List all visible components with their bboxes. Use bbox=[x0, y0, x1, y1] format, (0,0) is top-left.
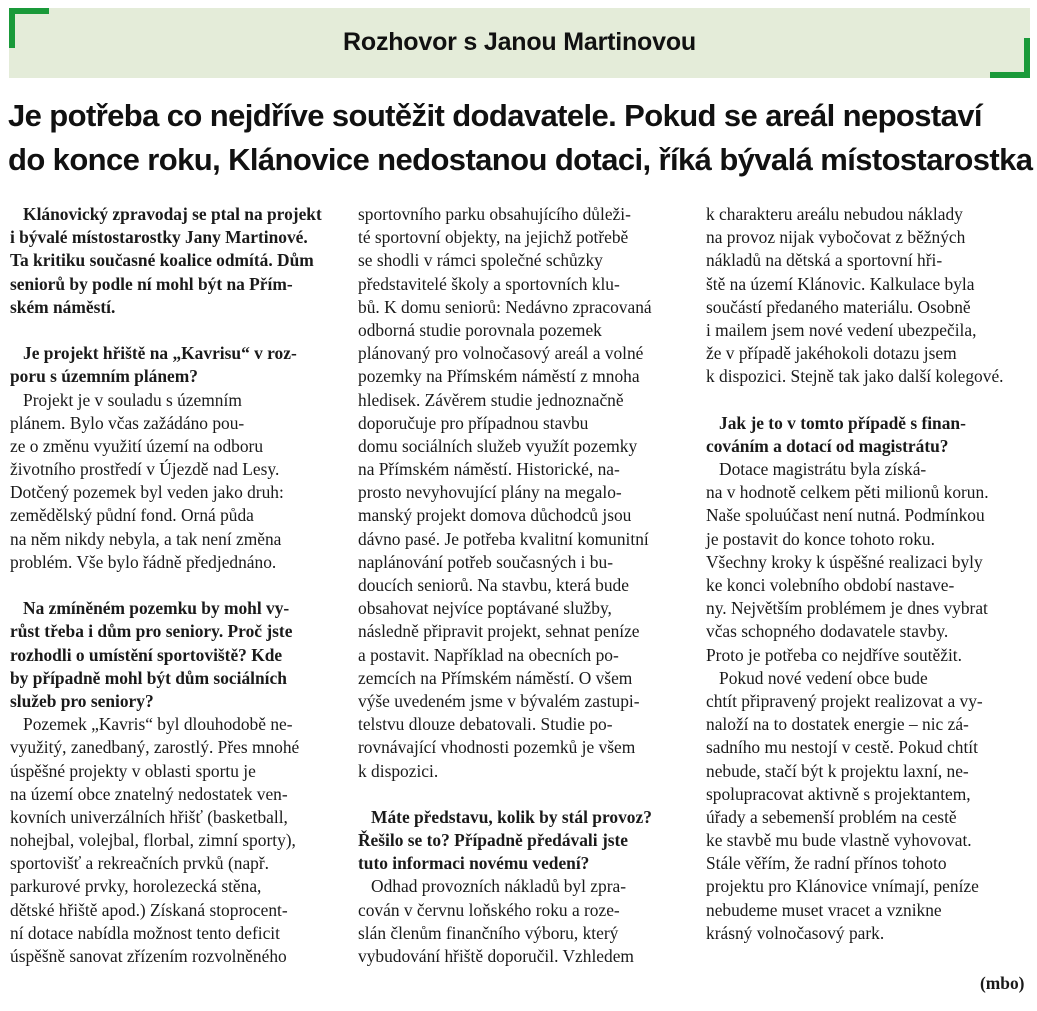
interview-paragraph bbox=[706, 458, 1004, 945]
paragraph-gap bbox=[10, 319, 322, 342]
text-line: krásný volnočasový park. bbox=[706, 922, 885, 943]
text-line: následně připravit projekt, sehnat peníze bbox=[358, 621, 640, 642]
text-line: pozemky na Přímském náměstí z mnoha bbox=[358, 366, 640, 387]
text-line: k dispozici. bbox=[358, 760, 439, 781]
interview-question bbox=[706, 412, 1004, 458]
banner-title: Rozhovor s Janou Martinovou bbox=[343, 28, 696, 56]
text-line: dětské hřiště apod.) Získaná stoprocent- bbox=[10, 899, 288, 920]
text-line: tuto informaci novému vedení? bbox=[358, 853, 590, 874]
author-signature: (mbo) bbox=[980, 973, 1025, 993]
text-line: na Přímském náměstí. Historické, na- bbox=[358, 459, 620, 480]
paragraph-gap bbox=[358, 783, 652, 806]
text-line: Dotace magistrátu byla získá- bbox=[706, 459, 927, 480]
text-line: Naše spoluúčast není nutná. Podmínkou bbox=[706, 505, 985, 526]
text-line: růst třeba i dům pro seniory. Proč jste bbox=[10, 621, 293, 642]
interview-question bbox=[10, 203, 322, 319]
text-line: Jak je to v tomto případě s finan- bbox=[706, 412, 966, 433]
interview-paragraph bbox=[706, 203, 1004, 389]
text-line: doucích seniorů. Na stavbu, která bude bbox=[358, 575, 629, 595]
text-line: představitelé školy a sportovních klu- bbox=[358, 273, 620, 294]
text-line: Projekt je v souladu s územním bbox=[10, 389, 242, 410]
text-line: zemcích na Přímském náměstí. O všem bbox=[358, 667, 633, 688]
text-line: ní dotace nabídla možnost tento deficit bbox=[10, 922, 280, 943]
text-line: cován v červnu loňského roku a roze- bbox=[358, 899, 620, 920]
corner-bracket-bottom-right bbox=[990, 38, 1030, 78]
text-line: problém. Vše bylo řádně předjednáno. bbox=[10, 551, 277, 572]
text-line: na něm nikdy nebyla, a tak není změna bbox=[10, 528, 282, 549]
text-line: Stále věřím, že radní přínos tohoto bbox=[706, 853, 947, 874]
text-line: doporučuje pro případnou stavbu bbox=[358, 412, 589, 433]
text-line: sadního mu nestojí v cestě. Pokud chtít bbox=[706, 737, 978, 758]
text-line: seniorů by podle ní mohl být na Přím- bbox=[10, 273, 293, 294]
text-line: obsahovat nejvíce poptávané služby, bbox=[358, 598, 612, 619]
text-line: ke konci volebního období nastave- bbox=[706, 575, 955, 595]
text-line: Dotčený pozemek byl veden jako druh: bbox=[10, 482, 284, 503]
interview-question bbox=[10, 597, 322, 713]
text-line: úspěšné projekty v oblasti sportu je bbox=[10, 760, 256, 781]
corner-bracket-top-left bbox=[9, 8, 49, 48]
text-line: ny. Největším problémem je dnes vybrat bbox=[706, 598, 988, 619]
text-line: plánovaný pro volnočasový areál a volné bbox=[358, 343, 644, 364]
text-line: nebude, stačí být k projektu laxní, ne- bbox=[706, 760, 969, 781]
text-line: ze o změnu využití území na odboru bbox=[10, 435, 264, 456]
text-line: dávno pasé. Je potřeba kvalitní komunitní bbox=[358, 528, 649, 549]
text-line: rozhodli o umístění sportoviště? Kde bbox=[10, 644, 283, 665]
article-banner bbox=[9, 8, 1030, 78]
text-line: se shodli v rámci společné schůzky bbox=[358, 250, 603, 271]
text-column-2 bbox=[358, 203, 652, 968]
text-line: projektu pro Klánovice vnímají, peníze bbox=[706, 876, 979, 897]
text-line: plánem. Bylo včas zažádáno pou- bbox=[10, 412, 245, 433]
text-line: spolupracovat aktivně s projektantem, bbox=[706, 783, 971, 804]
text-line: sportovního parku obsahujícího důleži- bbox=[358, 204, 631, 224]
text-line: Pozemek „Kavris“ byl dlouhodobě ne- bbox=[10, 714, 293, 735]
text-line: nohejbal, volejbal, florbal, zimní sporty), bbox=[10, 830, 296, 851]
text-line: k dispozici. Stejně tak jako další kolegové. bbox=[706, 366, 1004, 387]
text-line: že v případě jakéhokoli dotazu jsem bbox=[706, 343, 957, 364]
text-line: ke stavbě mu bude vlastně vyhovovat. bbox=[706, 830, 972, 851]
text-line: i mailem jsem nové vedení ubezpečila, bbox=[706, 319, 977, 340]
text-line: naplánování potřeb současných i bu- bbox=[358, 551, 613, 572]
text-line: Je projekt hřiště na „Kavrisu“ v roz- bbox=[10, 343, 297, 364]
text-line: využitý, zanedbaný, zarostlý. Přes mnohé bbox=[10, 737, 300, 758]
text-line: té sportovní objekty, na jejichž potřebě bbox=[358, 227, 629, 248]
text-line: Proto je potřeba co nejdříve soutěžit. bbox=[706, 644, 962, 665]
headline-line: do konce roku, Klánovice nedostanou dotaci, říká bývalá místostarostka bbox=[8, 142, 1033, 177]
text-line: kovních univerzálních hřišť (basketball, bbox=[10, 806, 288, 827]
text-line: domu sociálních služeb využít pozemky bbox=[358, 435, 638, 456]
text-column-3 bbox=[706, 203, 1004, 945]
text-line: manský projekt domova důchodců jsou bbox=[358, 505, 632, 526]
text-line: vybudování hřiště doporučil. Vzhledem bbox=[358, 946, 634, 966]
text-line: Všechny kroky k úspěšné realizaci byly bbox=[706, 551, 983, 572]
text-line: ském náměstí. bbox=[10, 296, 116, 317]
text-line: cováním a dotací od magistrátu? bbox=[706, 435, 949, 456]
interview-question bbox=[10, 342, 322, 388]
text-line: poru s územním plánem? bbox=[10, 366, 198, 387]
text-line: Klánovický zpravodaj se ptal na projekt bbox=[10, 204, 322, 224]
text-line: Pokud nové vedení obce bude bbox=[706, 667, 928, 688]
text-line: bů. K domu seniorů: Nedávno zpracovaná bbox=[358, 296, 652, 317]
text-line: Na zmíněném pozemku by mohl vy- bbox=[10, 598, 290, 619]
text-line: nákladů na dětská a sportovní hři- bbox=[706, 250, 943, 271]
interview-question bbox=[358, 806, 652, 876]
text-line: je postavit do konce tohoto roku. bbox=[706, 528, 935, 549]
text-line: výše uvedeném jsme v bývalém zastupi- bbox=[358, 690, 640, 711]
text-line: zemědělský půdní fond. Orná půda bbox=[10, 505, 254, 526]
text-line: ště na území Klánovic. Kalkulace byla bbox=[706, 273, 975, 294]
text-line: na území obce znatelný nedostatek ven- bbox=[10, 783, 288, 804]
text-line: na provoz nijak vybočovat z běžných bbox=[706, 227, 966, 248]
text-line: rovnávající vhodnosti pozemků je všem bbox=[358, 737, 636, 758]
text-line: i bývalé místostarostky Jany Martinové. bbox=[10, 227, 308, 248]
headline-line: Je potřeba co nejdříve soutěžit dodavatele. Pokud se areál nepostaví bbox=[8, 98, 982, 133]
interview-paragraph bbox=[10, 389, 322, 575]
text-line: včas schopného dodavatele stavby. bbox=[706, 621, 949, 642]
text-line: Odhad provozních nákladů byl zpra- bbox=[358, 876, 627, 897]
text-line: Ta kritiku současné koalice odmítá. Dům bbox=[10, 250, 314, 271]
text-line: sportovišť a rekreačních prvků (např. bbox=[10, 853, 270, 874]
text-column-1 bbox=[10, 203, 322, 968]
text-line: slán členům finančního výboru, který bbox=[358, 922, 619, 943]
text-line: prosto nevyhovující plány na megalo- bbox=[358, 482, 622, 503]
text-line: hledisek. Závěrem studie jednoznačně bbox=[358, 389, 624, 410]
text-line: Řešilo se to? Případně předávali jste bbox=[358, 830, 629, 851]
paragraph-gap bbox=[10, 574, 322, 597]
text-line: parkurové prvky, horolezecká stěna, bbox=[10, 876, 262, 897]
text-line: úřady a sebemenší problém na cestě bbox=[706, 806, 957, 827]
article-headline bbox=[8, 94, 1033, 182]
text-line: chtít připravený projekt realizovat a vy- bbox=[706, 690, 983, 711]
text-line: telstvu dlouze debatovali. Studie po- bbox=[358, 714, 613, 735]
paragraph-gap bbox=[706, 389, 1004, 412]
interview-paragraph bbox=[358, 875, 652, 968]
text-line: by případně mohl být dům sociálních bbox=[10, 667, 287, 688]
interview-paragraph bbox=[10, 713, 322, 968]
text-line: naloží na to dostatek energie – nic zá- bbox=[706, 714, 969, 735]
text-line: součástí předaného materiálu. Osobně bbox=[706, 296, 971, 317]
text-line: na v hodnotě celkem pěti milionů korun. bbox=[706, 482, 989, 503]
text-line: a postavit. Například na obecních po- bbox=[358, 644, 619, 665]
text-line: Máte představu, kolik by stál provoz? bbox=[358, 806, 652, 827]
text-line: služeb pro seniory? bbox=[10, 690, 154, 711]
text-line: úspěšně sanovat zřízením rozvolněného bbox=[10, 946, 287, 966]
text-line: životního prostředí v Újezdě nad Lesy. bbox=[10, 459, 280, 480]
text-line: k charakteru areálu nebudou náklady bbox=[706, 204, 963, 224]
text-line: odborná studie porovnala pozemek bbox=[358, 319, 602, 340]
text-line: nebudeme muset vracet a vznikne bbox=[706, 899, 942, 920]
interview-paragraph bbox=[358, 203, 652, 783]
